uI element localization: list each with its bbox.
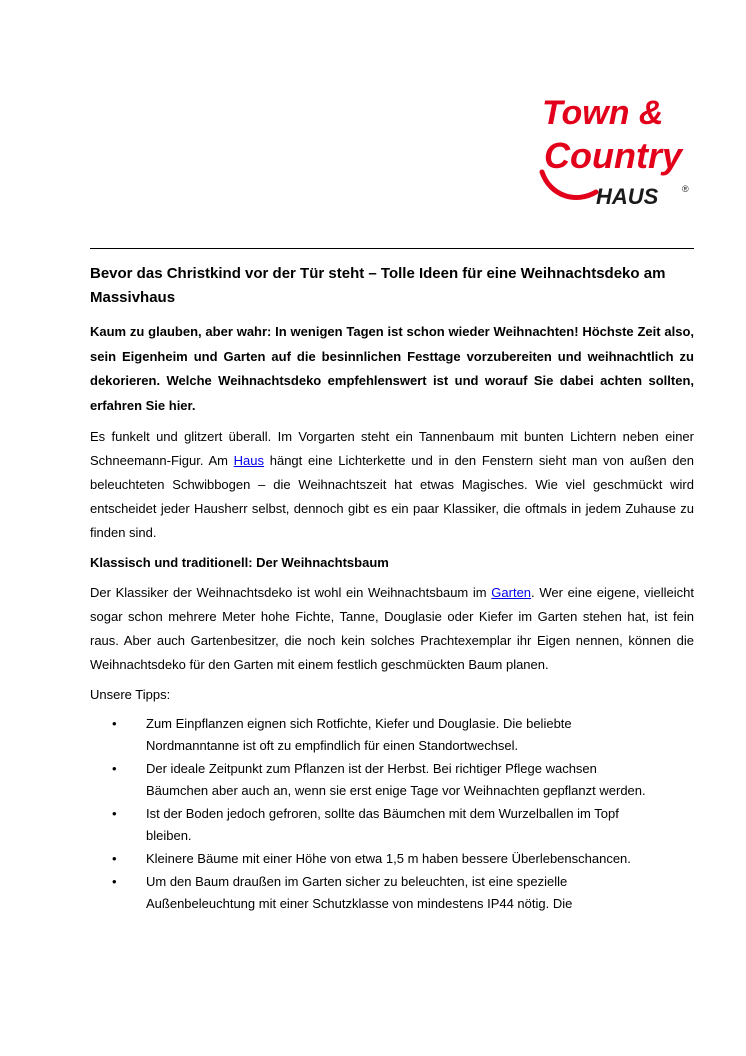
paragraph-weihnachtsbaum-text-b: . Wer eine eigene, vielleicht sogar schon mehrere Meter hohe Fichte, Tanne, Douglasie oder Kiefer im Garten stehen hat, ist fein raus. Aber auch Gartenbesitzer, die noch kein solches Prachtexemplar ihr Eigen nennen, können die Weihnachtsdeko für den Garten mit einem festlich geschmückten Baum planen. — [90, 585, 694, 672]
bullet-icon: • — [112, 806, 117, 821]
tips-label: Unsere Tipps: — [90, 687, 171, 702]
bullet-icon: • — [112, 874, 117, 889]
logo-line-town: Town & — [542, 94, 664, 132]
paragraph-intro-text-a: Es funkelt und glitzert überall. Im Vorgarten steht ein Tannenbaum mit bunten Lichtern neben einer Schneemann-Figur. Am — [90, 429, 694, 468]
bullet-icon: • — [112, 851, 117, 866]
logo-registered-mark: ® — [682, 184, 689, 194]
list-item-text: Der ideale Zeitpunkt zum Pflanzen ist der Herbst. Bei richtiger Pflege wachsen Bäumchen aber auch an, wenn sie erst enige Tage vor Weihnachten gepflanzt werden. — [146, 761, 646, 798]
logo-line-country: Country — [544, 135, 682, 176]
list-item — [90, 871, 694, 915]
list-item — [90, 758, 694, 802]
paragraph-weihnachtsbaum — [90, 581, 694, 677]
list-item-text: Zum Einpflanzen eignen sich Rotfichte, Kiefer und Douglasie. Die beliebte Nordmanntanne ist oft zu empfindlich für einen Standortwechsel. — [146, 716, 572, 753]
article-content — [90, 262, 694, 916]
list-item-text: Ist der Boden jedoch gefroren, sollte das Bäumchen mit dem Wurzelballen im Topf bleiben. — [146, 806, 619, 843]
list-item — [90, 713, 694, 757]
garten-link[interactable]: Garten — [491, 585, 532, 600]
tips-list — [90, 713, 694, 915]
bullet-icon: • — [112, 761, 117, 776]
section-heading-weihnachtsbaum: Klassisch und traditionell: Der Weihnachtsbaum — [90, 555, 389, 570]
paragraph-intro — [90, 425, 694, 545]
header-divider — [90, 248, 694, 249]
haus-link[interactable]: Haus — [233, 453, 265, 468]
bullet-icon: • — [112, 716, 117, 731]
article-title: Bevor das Christkind vor der Tür steht – Tolle Ideen für eine Weihnachtsdeko am Massivhaus — [90, 265, 666, 306]
list-item-text: Um den Baum draußen im Garten sicher zu beleuchten, ist eine spezielle Außenbeleuchtung mit einer Schutzklasse von mindestens IP44 nötig. Die — [146, 874, 573, 911]
logo-line-haus: HAUS — [596, 184, 659, 209]
town-and-country-logo — [536, 84, 700, 212]
article-lead: Kaum zu glauben, aber wahr: In wenigen Tagen ist schon wieder Weihnachten! Höchste Zeit also, sein Eigenheim und Garten auf die besinnlichen Festtage vorzubereiten und weihnachtlich zu dekorieren. Welche Weihnachtsdeko empfehlenswert ist und worauf Sie dabei achten sollten, erfahren Sie hier. — [90, 324, 694, 413]
list-item — [90, 848, 694, 870]
paragraph-weihnachtsbaum-text-a: Der Klassiker der Weihnachtsdeko ist wohl ein Weihnachtsbaum im — [90, 585, 492, 600]
list-item-text: Kleinere Bäume mit einer Höhe von etwa 1,5 m haben bessere Überlebenschancen. — [146, 851, 631, 866]
paragraph-intro-text-b: hängt eine Lichterkette und in den Fenstern sieht man von außen den beleuchteten Schwibbogen – die Weihnachtszeit hat etwas Magisches. Wie viel geschmückt wird entscheidet jeder Hausherr selbst, dennoch gibt es ein paar Klassiker, die oftmals in jedem Zuhause zu finden sind. — [90, 453, 694, 540]
list-item — [90, 803, 694, 847]
